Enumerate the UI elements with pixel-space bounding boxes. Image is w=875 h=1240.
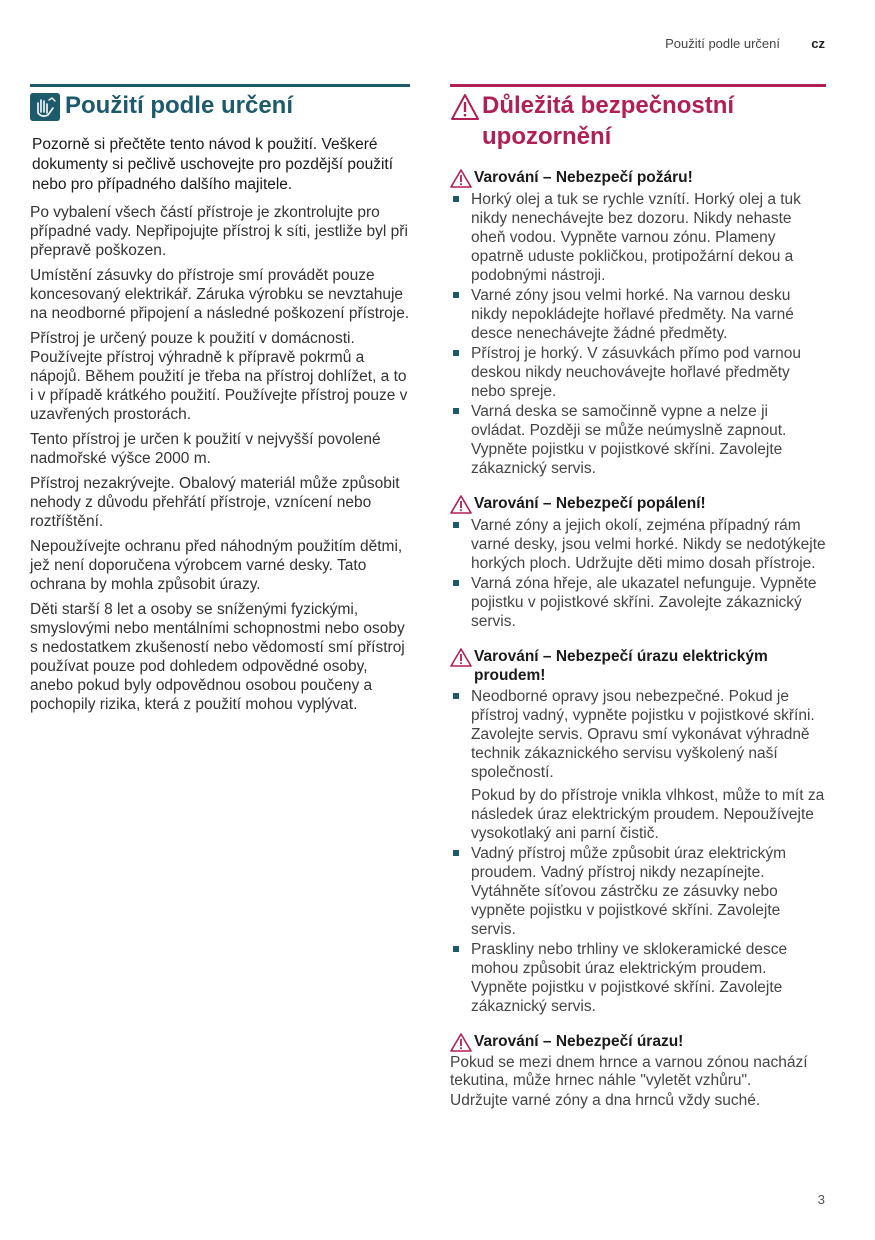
intro-paragraph: Pozorně si přečtěte tento návod k použití. Veškeré dokumenty si pečlivě uschovejte pro pozdější použití nebo pro případného dalšího majitele. (32, 136, 394, 193)
warning-fire-title-text: Varování – Nebezpečí požáru! (474, 169, 693, 186)
warning-burn-title-text: Varování – Nebezpečí popálení! (474, 495, 706, 512)
bullet (453, 946, 459, 952)
right-title-row (450, 90, 826, 152)
left-title-rule (30, 84, 410, 87)
bullet (453, 522, 459, 528)
page-header (0, 36, 875, 56)
paragraph-altitude: Tento přístroj je určen k použití v nejvyšší povolené nadmořské výšce 2000 m. (30, 431, 381, 467)
paragraph-children-persons: Děti starší 8 let a osoby se sníženými fyzickými, smyslovými nebo mentálními schopnostmi nebo osoby s nedostatkem zkušeností nebo vědomostí smí přístroj používat pouze pod dohledem odpovědné osoby, anebo pokud byly odpovědnou osobou poučeny a pochopily rizika, která z použití mohou vyplývat. (30, 601, 405, 713)
warning-shock-title (450, 647, 826, 685)
left-title-row (30, 90, 410, 121)
warning-shock-title-text: Varování – Nebezpečí úrazu elektrickým proudem! (474, 648, 768, 684)
warning-fire-title (450, 168, 826, 188)
paragraph-electrician: Umístění zásuvky do přístroje smí provádět pouze koncesovaný elektrikář. Záruka výrobku se nevztahuje na neodborné připojení a následné poškození přístroje. (30, 267, 410, 322)
warning-icon (450, 1033, 472, 1052)
left-column (30, 84, 410, 720)
page-number: 3 (817, 1192, 825, 1207)
list-item: Praskliny nebo trhliny ve sklokeramické desce mohou způsobit úraz elektrickým proudem. Vypněte pojistku v pojistkové skříni. Zavolejte zákaznický servis. (450, 940, 826, 1016)
list-item: Varné zóny jsou velmi horké. Na varnou desku nikdy nepokládejte hořlavé předměty. Na varné desce nenechávejte žádné předměty. (450, 286, 826, 343)
paragraph-do-not-cover: Přístroj nezakrývejte. Obalový materiál může způsobit nehody z důvodu přehřátí přístroje, vznícení nebo roztříštění. (30, 475, 400, 530)
list-item: Vadný přístroj může způsobit úraz elektrickým proudem. Vadný přístroj nikdy nezapínejte. Vytáhněte síťovou zástrčku ze zásuvky nebo vypněte pojistku v pojistkové skříni. Zavolejte servis. (450, 844, 826, 939)
left-section-title: Použití podle určení (65, 92, 294, 119)
injury-paragraph-1: Pokud se mezi dnem hrnce a varnou zónou nachází tekutina, může hrnec náhle "vyletět vzhůru". (450, 1054, 808, 1089)
list-item: Neodborné opravy jsou nebezpečné. Pokud je přístroj vadný, vypněte pojistku v pojistkové skříni. Zavolejte servis. Opravu smí vykonávat výhradně technik zákaznického servisu vyškolený naší společností. Pokud by do přístroje vnikla vlhkost, může to mít za následek úraz elektrickým proudem. Nepoužívejte vysokotlaký ani parní čistič. (450, 687, 826, 843)
paragraph-household-use: Přístroj je určený pouze k použití v domácnosti. Používejte přístroj výhradně k přípravě pokrmů a nápojů. Během použití je třeba na přístroj dohlížet, a to i v případě krátkého použití. Používejte přístroj pouze v uzavřených prostorách. (30, 330, 408, 423)
list-item: Horký olej a tuk se rychle vznítí. Horký olej a tuk nikdy nenechávejte bez dozoru. Nikdy nehaste oheň vodou. Vypněte varnou zónu. Plameny opatrně uduste pokličkou, protipožární dekou a podobnými nástroji. (450, 190, 826, 285)
list-item: Přístroj je horký. V zásuvkách přímo pod varnou deskou nikdy neuchovávejte hořlavé předměty nebo spreje. (450, 344, 826, 401)
right-title-rule (450, 84, 826, 87)
paragraph-unpacking: Po vybalení všech částí přístroje je zkontrolujte pro případné vady. Nepřipojujte přístroj k síti, jestliže byl při přepravě poškozen. (30, 204, 408, 259)
burn-list (450, 516, 826, 631)
bullet (453, 693, 459, 699)
warning-injury-title-text: Varování – Nebezpečí úrazu! (474, 1033, 684, 1050)
bullet (453, 850, 459, 856)
list-item: Varná zóna hřeje, ale ukazatel nefunguje. Vypněte pojistku v pojistkové skříni. Zavolejte zákaznický servis. (450, 574, 826, 631)
list-item: Varná deska se samočinně vypne a nelze ji ovládat. Později se může neúmyslně zapnout. Vypněte pojistku v pojistkové skříni. Zavolejte zákaznický servis. (450, 402, 826, 478)
list-item-continuation: Pokud by do přístroje vnikla vlhkost, může to mít za následek úraz elektrickým proudem. Nepoužívejte vysokotlaký ani parní čistič. (471, 787, 825, 842)
header-language: cz (811, 36, 825, 51)
bullet (453, 408, 459, 414)
warning-burn-title (450, 494, 826, 514)
warning-injury-title (450, 1032, 826, 1052)
shock-list (450, 687, 826, 1016)
header-section-title: Použití podle určení (665, 36, 780, 51)
list-item: Varné zóny a jejich okolí, zejména případný rám varné desky, jsou velmi horké. Nikdy se nedotýkejte horkých ploch. Udržujte děti mimo dosah přístroje. (450, 516, 826, 573)
right-section-title: Důležitá bezpečnostní upozornění (482, 92, 735, 150)
paragraph-child-protection: Nepoužívejte ochranu před náhodným použitím dětmi, jež není doporučena výrobcem varné desky. Tato ochrana by mohla způsobit úrazy. (30, 538, 403, 593)
warning-icon (450, 169, 472, 188)
bullet (453, 350, 459, 356)
bullet (453, 196, 459, 202)
injury-paragraph-2: Udržujte varné zóny a dna hrnců vždy suché. (450, 1092, 761, 1109)
warning-icon (450, 648, 472, 667)
bullet (453, 292, 459, 298)
bullet (453, 580, 459, 586)
right-column (450, 84, 826, 1112)
fire-list (450, 190, 826, 478)
warning-icon (450, 495, 472, 514)
hands-icon (30, 93, 60, 121)
warning-triangle-icon (450, 93, 480, 121)
